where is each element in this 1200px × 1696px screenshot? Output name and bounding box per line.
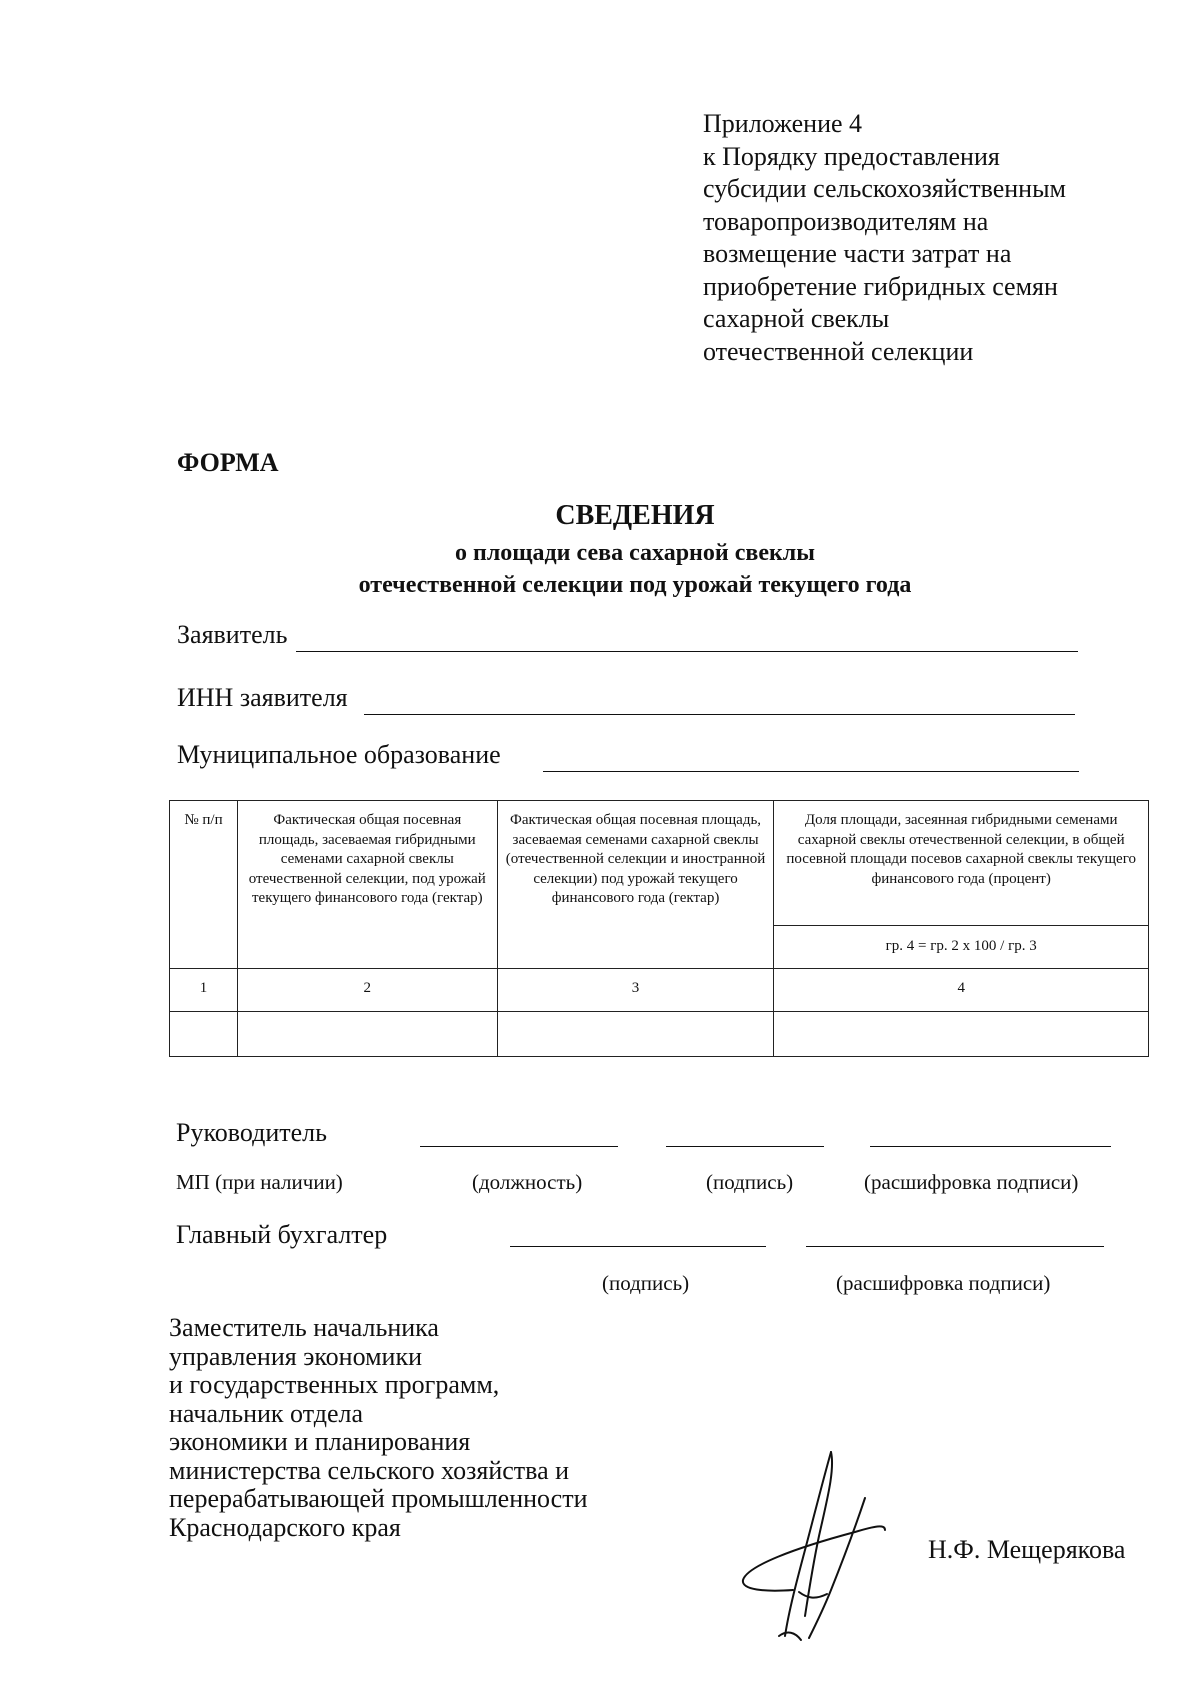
footer-line: экономики и планирования [169,1427,471,1456]
footer-line: перерабатывающей промышленности [169,1484,588,1513]
head-label: Руководитель [176,1118,327,1147]
document-subtitle-line1: о площади сева сахарной свеклы [454,540,815,566]
document-subtitle-line2: отечественной селекции под урожай текущего года [358,572,912,598]
handwritten-signature [735,1440,910,1650]
column-number-cell: 3 [497,969,774,1012]
decryption-caption: (расшифровка подписи) [864,1170,1079,1194]
inn-field[interactable] [364,714,1075,715]
formula-cell: гр. 4 = гр. 2 х 100 / гр. 3 [774,926,1149,969]
column-number-cell: 2 [237,969,497,1012]
form-label: ФОРМА [177,448,279,477]
footer-line: и государственных программ, [169,1370,500,1399]
accountant-decryption-line[interactable] [806,1246,1104,1247]
table-column-numbers-row [170,969,1149,1012]
column-number-cell: 1 [170,969,238,1012]
header-cell-total-area: Фактическая общая посевная площадь, засеваемая семенами сахарной свеклы (отечественной селекции и иностранной селекции) под урожай текущего финансового года (гектар) [497,801,774,969]
accountant-signature-line[interactable] [510,1246,766,1247]
header-cell-hybrid-area: Фактическая общая посевная площадь, засеваемая гибридными семенами сахарной свеклы отечественной селекции, под урожай текущего финансового года (гектар) [237,801,497,969]
appendix-line: к Порядку предоставления [703,141,1000,171]
header-cell-number: № п/п [170,801,238,969]
table-cell-empty[interactable] [774,1012,1149,1057]
appendix-line: товаропроизводителям на [703,206,989,236]
table-cell-empty[interactable] [237,1012,497,1057]
column-number-cell: 4 [774,969,1149,1012]
signatory-name: Н.Ф. Мещерякова [928,1535,1126,1564]
footer-line: начальник отдела [169,1398,364,1428]
signature-caption: (подпись) [706,1170,794,1194]
header-cell-share: Доля площади, засеянная гибридными семенами сахарной свеклы отечественной селекции, в общей посевной площади посевов сахарной свеклы текущего финансового года (процент) [774,801,1149,926]
head-signature-line[interactable] [666,1146,824,1147]
footer-line: управления экономики [169,1341,422,1371]
municipality-label: Муниципальное образование [177,740,501,769]
table-cell-empty[interactable] [497,1012,774,1057]
table-row [170,1012,1149,1057]
signatory-position [169,1314,588,1542]
footer-line: Заместитель начальника [169,1313,439,1342]
appendix-line: отечественной селекции [703,336,974,366]
seal-label: МП (при наличии) [176,1170,343,1194]
appendix-line: приобретение гибридных семян [703,271,1058,301]
decryption-caption-2: (расшифровка подписи) [836,1271,1051,1295]
position-caption: (должность) [472,1170,583,1194]
data-table [169,800,1149,1057]
appendix-line: Приложение 4 [703,109,863,138]
chief-accountant-label: Главный бухгалтер [176,1220,388,1249]
appendix-line: субсидии сельскохозяйственным [703,174,1066,203]
table-cell-empty[interactable] [170,1012,238,1057]
applicant-field[interactable] [296,651,1078,652]
head-position-line[interactable] [420,1146,618,1147]
inn-label: ИНН заявителя [177,683,348,712]
footer-line: министерства сельского хозяйства и [169,1455,570,1485]
table-header-row [170,801,1149,926]
appendix-line: сахарной свеклы [703,304,890,333]
signature-caption-2: (подпись) [602,1271,690,1295]
applicant-label: Заявитель [177,620,288,649]
head-decryption-line[interactable] [870,1146,1111,1147]
footer-line: Краснодарского края [169,1512,401,1542]
appendix-line: возмещение части затрат на [703,239,1012,268]
appendix-note [703,108,1173,368]
document-title: СВЕДЕНИЯ [555,500,715,531]
municipality-field[interactable] [543,771,1079,772]
